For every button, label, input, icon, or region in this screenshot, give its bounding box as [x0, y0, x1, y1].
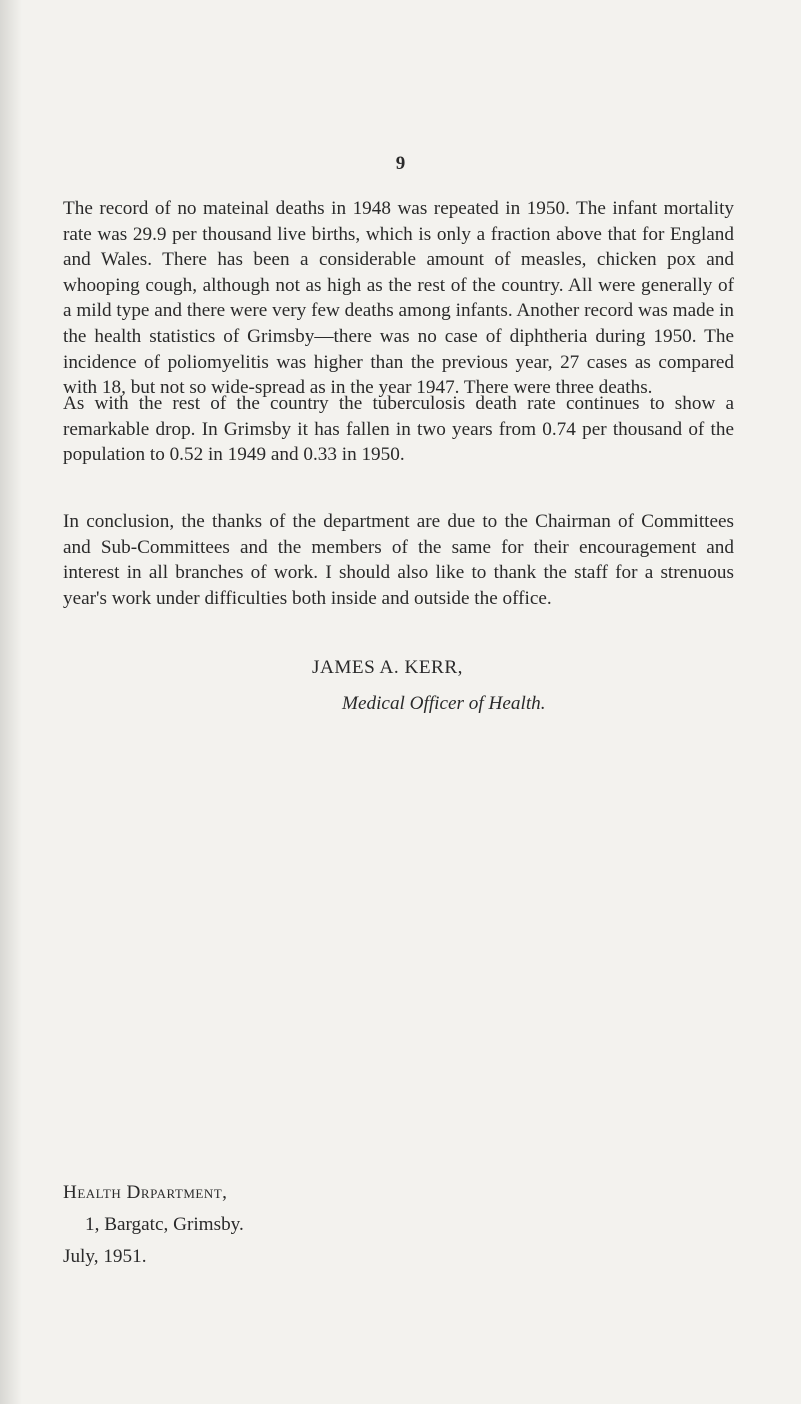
page-edge-shadow	[0, 0, 22, 1404]
page-number: 9	[395, 153, 406, 174]
paragraph-tuberculosis: As with the rest of the country the tuberculosis death rate continues to show a remarkable drop. In Grimsby it has fallen in two years from 0.74 per thousand of the population to 0.52 in 1949 and 0.33 in 1950.	[63, 393, 734, 466]
paragraph-maternal-infant-deaths: The record of no mateinal deaths in 1948 was repeated in 1950. The infant mortality rate was 29.9 per thousand live births, which is only a fraction above that for England and Wales. There has been a considerable amount of measles, chicken pox and whooping cough, although not as high as the rest of the country. All were generally of a mild type and there were very few deaths among infants. Another record was made in the health statistics of Grimsby—there was no case of diphtheria during 1950. The incidence of poliomyelitis was higher than the previous year, 27 cases as compared with 18, but not so wide-spread as in the year 1947. There were three deaths.	[63, 198, 734, 399]
signature-name: JAMES A. KERR,	[312, 657, 463, 678]
address-block	[63, 1177, 244, 1273]
paragraph-conclusion: In conclusion, the thanks of the department are due to the Chairman of Committees and Sub-Committees and the members of the same for their encouragement and interest in all branches of work. I should also like to thank the staff for a strenuous year's work under difficulties both inside and outside the office.	[63, 511, 734, 609]
address-date: July, 1951.	[63, 1246, 147, 1267]
address-street: 1, Bargatc, Grimsby.	[85, 1214, 244, 1235]
signature-title: Medical Officer of Health.	[342, 693, 546, 714]
address-department: Health Drpartment,	[63, 1182, 228, 1203]
